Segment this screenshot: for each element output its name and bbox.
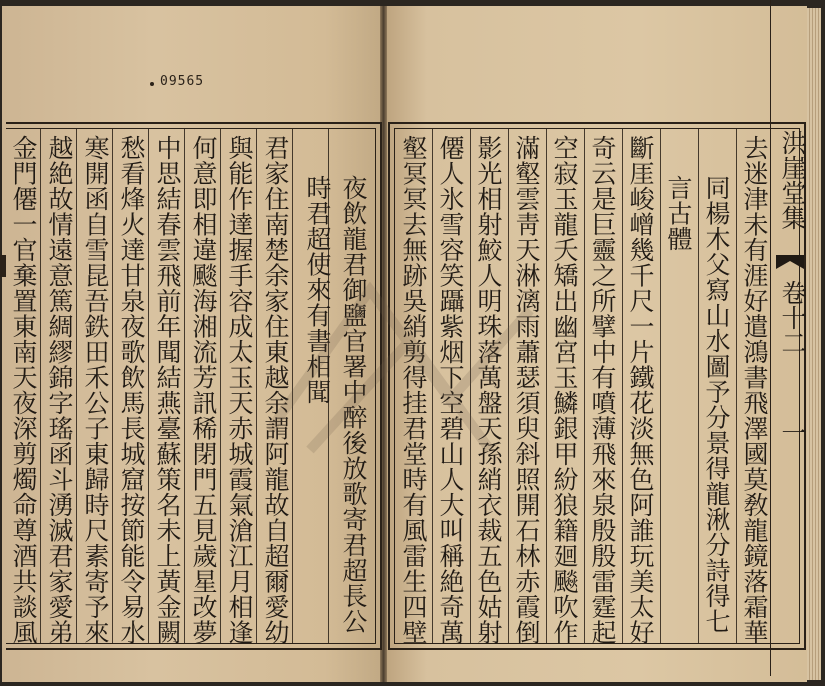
manuscript-number: 09565 xyxy=(160,74,205,89)
fish-tail-mark-icon xyxy=(776,255,804,269)
ink-dot xyxy=(150,82,154,86)
text-column: 何意即相違颷海湘流芳訊稀閉門五見歲星改夢 xyxy=(189,135,218,645)
text-column: 滿壑雲靑天淋漓雨蕭瑟須臾斜照開石林赤霞倒 xyxy=(512,135,541,645)
text-column: 影光相射鮫人明珠落萬盤天孫綃衣裁五色姑射 xyxy=(474,135,503,645)
text-column: 君家住南楚余家住東越余謂阿龍故自超爾愛幼 xyxy=(261,135,290,645)
text-column: 奇云是巨靈之所擘中有噴薄飛來泉殷殷雷霆起 xyxy=(588,135,617,645)
spine-page-number: 一 xyxy=(778,420,807,445)
text-column: 空寂玉龍夭矯出幽宮玉鱗銀甲紛狼籍廻飈吹作 xyxy=(550,135,579,645)
text-column: 時君超使來有書相聞 xyxy=(303,175,332,405)
text-column: 金門僊一官棄置東南天夜深剪燭命尊酒共談風 xyxy=(9,135,38,645)
text-column: 同楊木父寫山水圖予分景得龍湫分詩得七 xyxy=(702,175,731,634)
right-page-inner-frame xyxy=(394,128,800,644)
spine-title: 洪崖堂集 xyxy=(778,130,807,230)
right-page-frame xyxy=(388,122,806,650)
text-column: 言古體 xyxy=(664,175,693,252)
text-column: 夜飲龍君御鹽官署中醉後放歌寄君超長公 xyxy=(339,175,368,634)
text-column: 壑冥冥去無跡吳綃剪得挂君堂時有風雷生四壁 xyxy=(399,135,428,645)
text-column: 寒開函自雪昆吾鉄田禾公子東歸時尺素寄予來 xyxy=(81,135,110,645)
text-column: 去迷津未有涯好遣鴻書飛澤國莫敎龍鏡落霜華 xyxy=(740,135,769,645)
left-page-frame xyxy=(6,122,382,650)
text-column: 越絶故情遠意篤綢繆錦字瑤函斗湧滅君家愛弟 xyxy=(45,135,74,645)
text-column: 斷厓峻嶒幾千尺一片鐵花淡無色阿誰玩美太好 xyxy=(626,135,655,645)
left-page-inner-frame xyxy=(6,128,376,644)
spine-volume: 卷十二 xyxy=(778,280,807,355)
text-column: 中思結春雲飛前年聞結燕臺蘇策名未上黃金闕 xyxy=(153,135,182,645)
text-column: 愁看烽火達甘泉夜歌飲馬長城窟按節能令易水 xyxy=(117,135,146,645)
text-column: 僊人氷雪容笑躡紫烟下空碧山人大叫稱絶奇萬 xyxy=(436,135,465,645)
text-column: 與能作達握手容成太玉天赤城霞氣滄江月相逢 xyxy=(225,135,254,645)
